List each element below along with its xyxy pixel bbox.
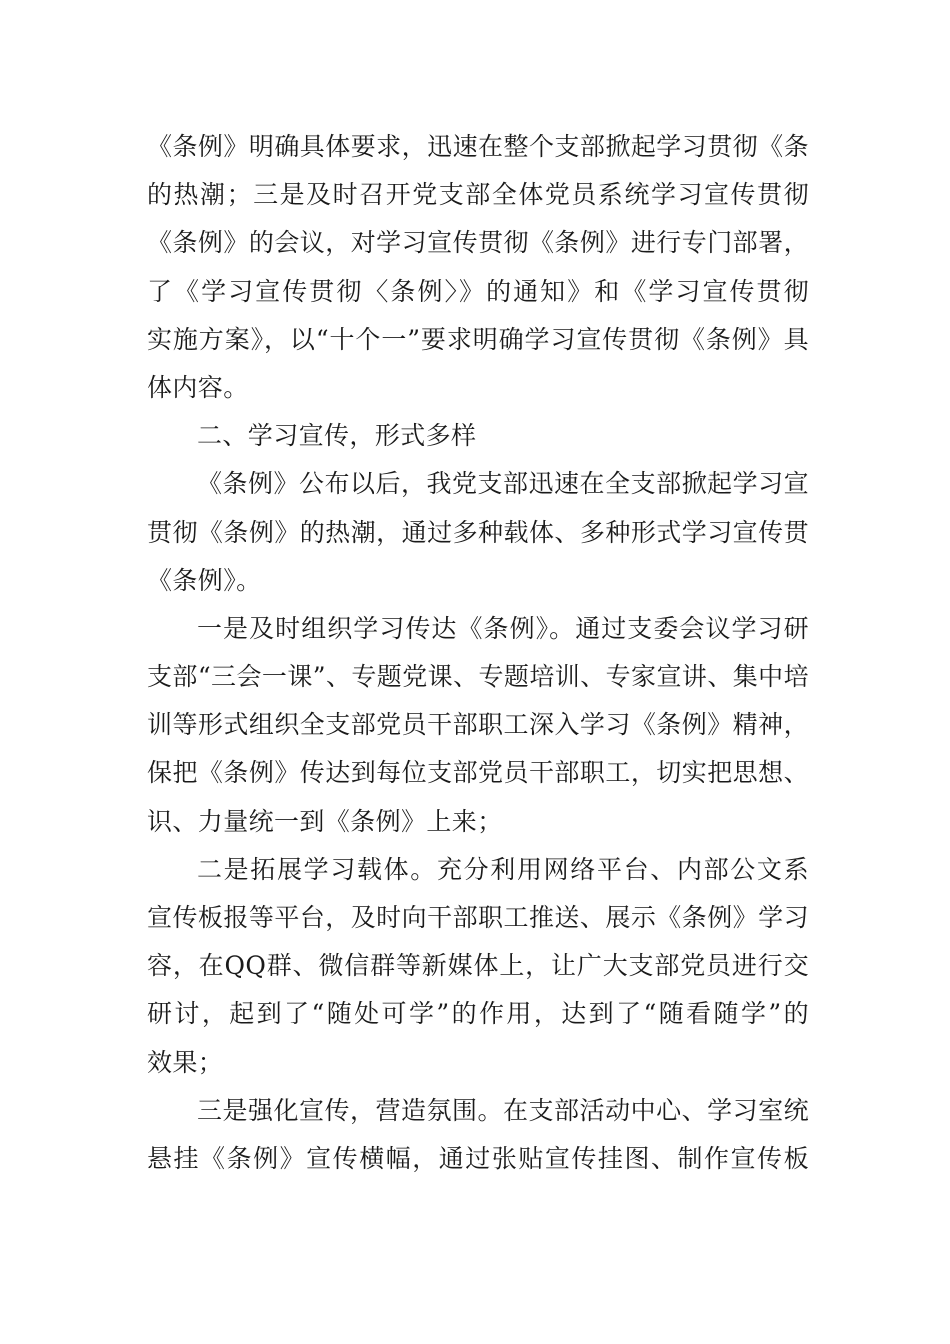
text-line: 贯彻《条例》的热潮，通过多种载体、多种形式学习宣传贯 — [147, 517, 809, 547]
text-line: 《条例》。 — [147, 565, 262, 595]
text-line: 效果； — [147, 1047, 224, 1077]
text-line: 识、力量统一到《条例》上来； — [147, 806, 503, 836]
text-line: 《条例》的会议，对学习宣传贯彻《条例》进行专门部署， — [147, 228, 809, 258]
text-line: 悬挂《条例》宣传横幅，通过张贴宣传挂图、制作宣传板 — [147, 1143, 809, 1173]
text-line: 研讨，起到了“随处可学”的作用，达到了“随看随学”的 — [147, 999, 809, 1029]
text-line: 《条例》公布以后，我党支部迅速在全支部掀起学习宣 — [197, 469, 809, 499]
text-line: 保把《条例》传达到每位支部党员干部职工，切实把思想、 — [147, 758, 809, 788]
text-line: 了《学习宣传贯彻〈条例〉》的通知》和《学习宣传贯彻 — [147, 276, 809, 306]
text-line: 支部“三会一课”、专题党课、专题培训、专家宣讲、集中培 — [147, 662, 809, 692]
text-line: 容，在QQ群、微信群等新媒体上，让广大支部党员进行交 — [147, 951, 809, 981]
text-line: 实施方案》，以“十个一”要求明确学习宣传贯彻《条例》具 — [147, 324, 809, 354]
text-line: 宣传板报等平台，及时向干部职工推送、展示《条例》学习 — [147, 903, 809, 932]
document-body — [147, 123, 809, 1183]
section-heading: 二、学习宣传，形式多样 — [197, 421, 477, 451]
text-line: 体内容。 — [147, 372, 249, 402]
text-line: 三是强化宣传，营造氛围。在支部活动中心、学习室统 — [197, 1095, 809, 1125]
text-line: 《条例》明确具体要求，迅速在整个支部掀起学习贯彻《条 — [147, 132, 809, 161]
text-line: 的热潮；三是及时召开党支部全体党员系统学习宣传贯彻 — [147, 180, 809, 210]
text-line: 一是及时组织学习传达《条例》。通过支委会议学习研 — [197, 613, 809, 643]
text-line: 二是拓展学习载体。充分利用网络平台、内部公文系 — [197, 854, 809, 884]
text-line: 训等形式组织全支部党员干部职工深入学习《条例》精神， — [147, 710, 809, 740]
